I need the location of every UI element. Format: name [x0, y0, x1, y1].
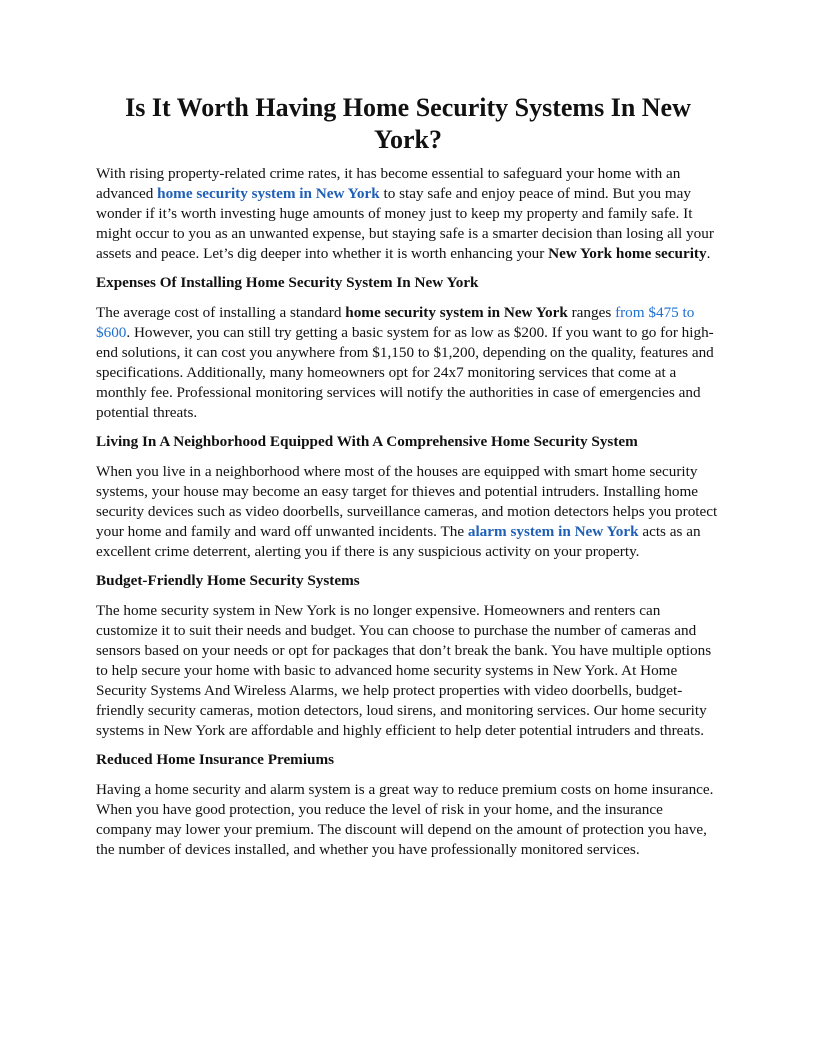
expenses-text-2: ranges	[567, 304, 616, 321]
intro-text-1: With rising property-related crime rates, it has become essential to safeguard your home with an advanced	[96, 165, 681, 202]
intro-paragraph	[96, 164, 720, 264]
expenses-bold-phrase: home security system in New York	[345, 304, 568, 321]
intro-text-3: .	[706, 245, 711, 262]
section-heading-neighborhood: Living In A Neighborhood Equipped With A Comprehensive Home Security System	[96, 433, 638, 450]
intro-text-2: to stay safe and enjoy peace of mind. But you may wonder if it’s worth investing huge amounts of money just to keep my property and family safe. It might occur to you as an unwanted expense, but staying safe is a smarter decision than losing all your assets and peace. Let’s dig deeper into whether it is worth enhancing your	[96, 185, 714, 262]
document-page	[96, 92, 720, 869]
page-title: Is It Worth Having Home Security Systems In New York?	[125, 93, 691, 154]
section-paragraph-insurance: Having a home security and alarm system is a great way to reduce premium costs on home insurance. When you have good protection, you reduce the level of risk in your home, and the insurance company may lower your premium. The discount will depend on the amount of protection you have, the number of devices installed, and whether you have professionally monitored services.	[96, 781, 714, 858]
home-security-system-link[interactable]: home security system in New York	[157, 185, 380, 202]
alarm-system-link[interactable]: alarm system in New York	[467, 523, 639, 540]
price-range-link[interactable]: from $475 to $600	[96, 304, 695, 341]
intro-bold-phrase: New York home security	[548, 245, 707, 262]
neighborhood-text-1: When you live in a neighborhood where most of the houses are equipped with smart home security systems, your house may become an easy target for thieves and potential intruders. Installing home security devices such as video doorbells, surveillance cameras, and motion detectors helps you protect your home and family and ward off unwanted incidents. The	[96, 463, 718, 540]
expenses-text-1: The average cost of installing a standard	[96, 304, 346, 321]
section-heading-budget: Budget-Friendly Home Security Systems	[96, 572, 360, 589]
neighborhood-text-2: acts as an excellent crime deterrent, alerting you if there is any suspicious activity on your property.	[96, 523, 701, 560]
section-paragraph-neighborhood	[96, 462, 720, 562]
section-paragraph-expenses	[96, 303, 720, 423]
expenses-text-3: . However, you can still try getting a basic system for as low as $200. If you want to go for high-end solutions, it can cost you anywhere from $1,150 to $1,200, depending on the quality, features and specifications. Additionally, many homeowners opt for 24x7 monitoring services that come at a monthly fee. Professional monitoring services will notify the authorities in case of emergencies and potential threats.	[96, 324, 714, 421]
section-paragraph-budget: The home security system in New York is no longer expensive. Homeowners and renters can customize it to suit their needs and budget. You can choose to purchase the number of cameras and sensors based on your needs or opt for packages that don’t break the bank. You have multiple options to help secure your home with basic to advanced home security systems in New York. At Home Security Systems And Wireless Alarms, we help protect properties with video doorbells, budget-friendly security cameras, motion detectors, loud sirens, and monitoring services. Our home security systems in New York are affordable and highly efficient to help deter potential intruders and threats.	[96, 602, 712, 739]
section-heading-insurance: Reduced Home Insurance Premiums	[96, 751, 335, 768]
section-heading-expenses: Expenses Of Installing Home Security System In New York	[96, 274, 479, 291]
